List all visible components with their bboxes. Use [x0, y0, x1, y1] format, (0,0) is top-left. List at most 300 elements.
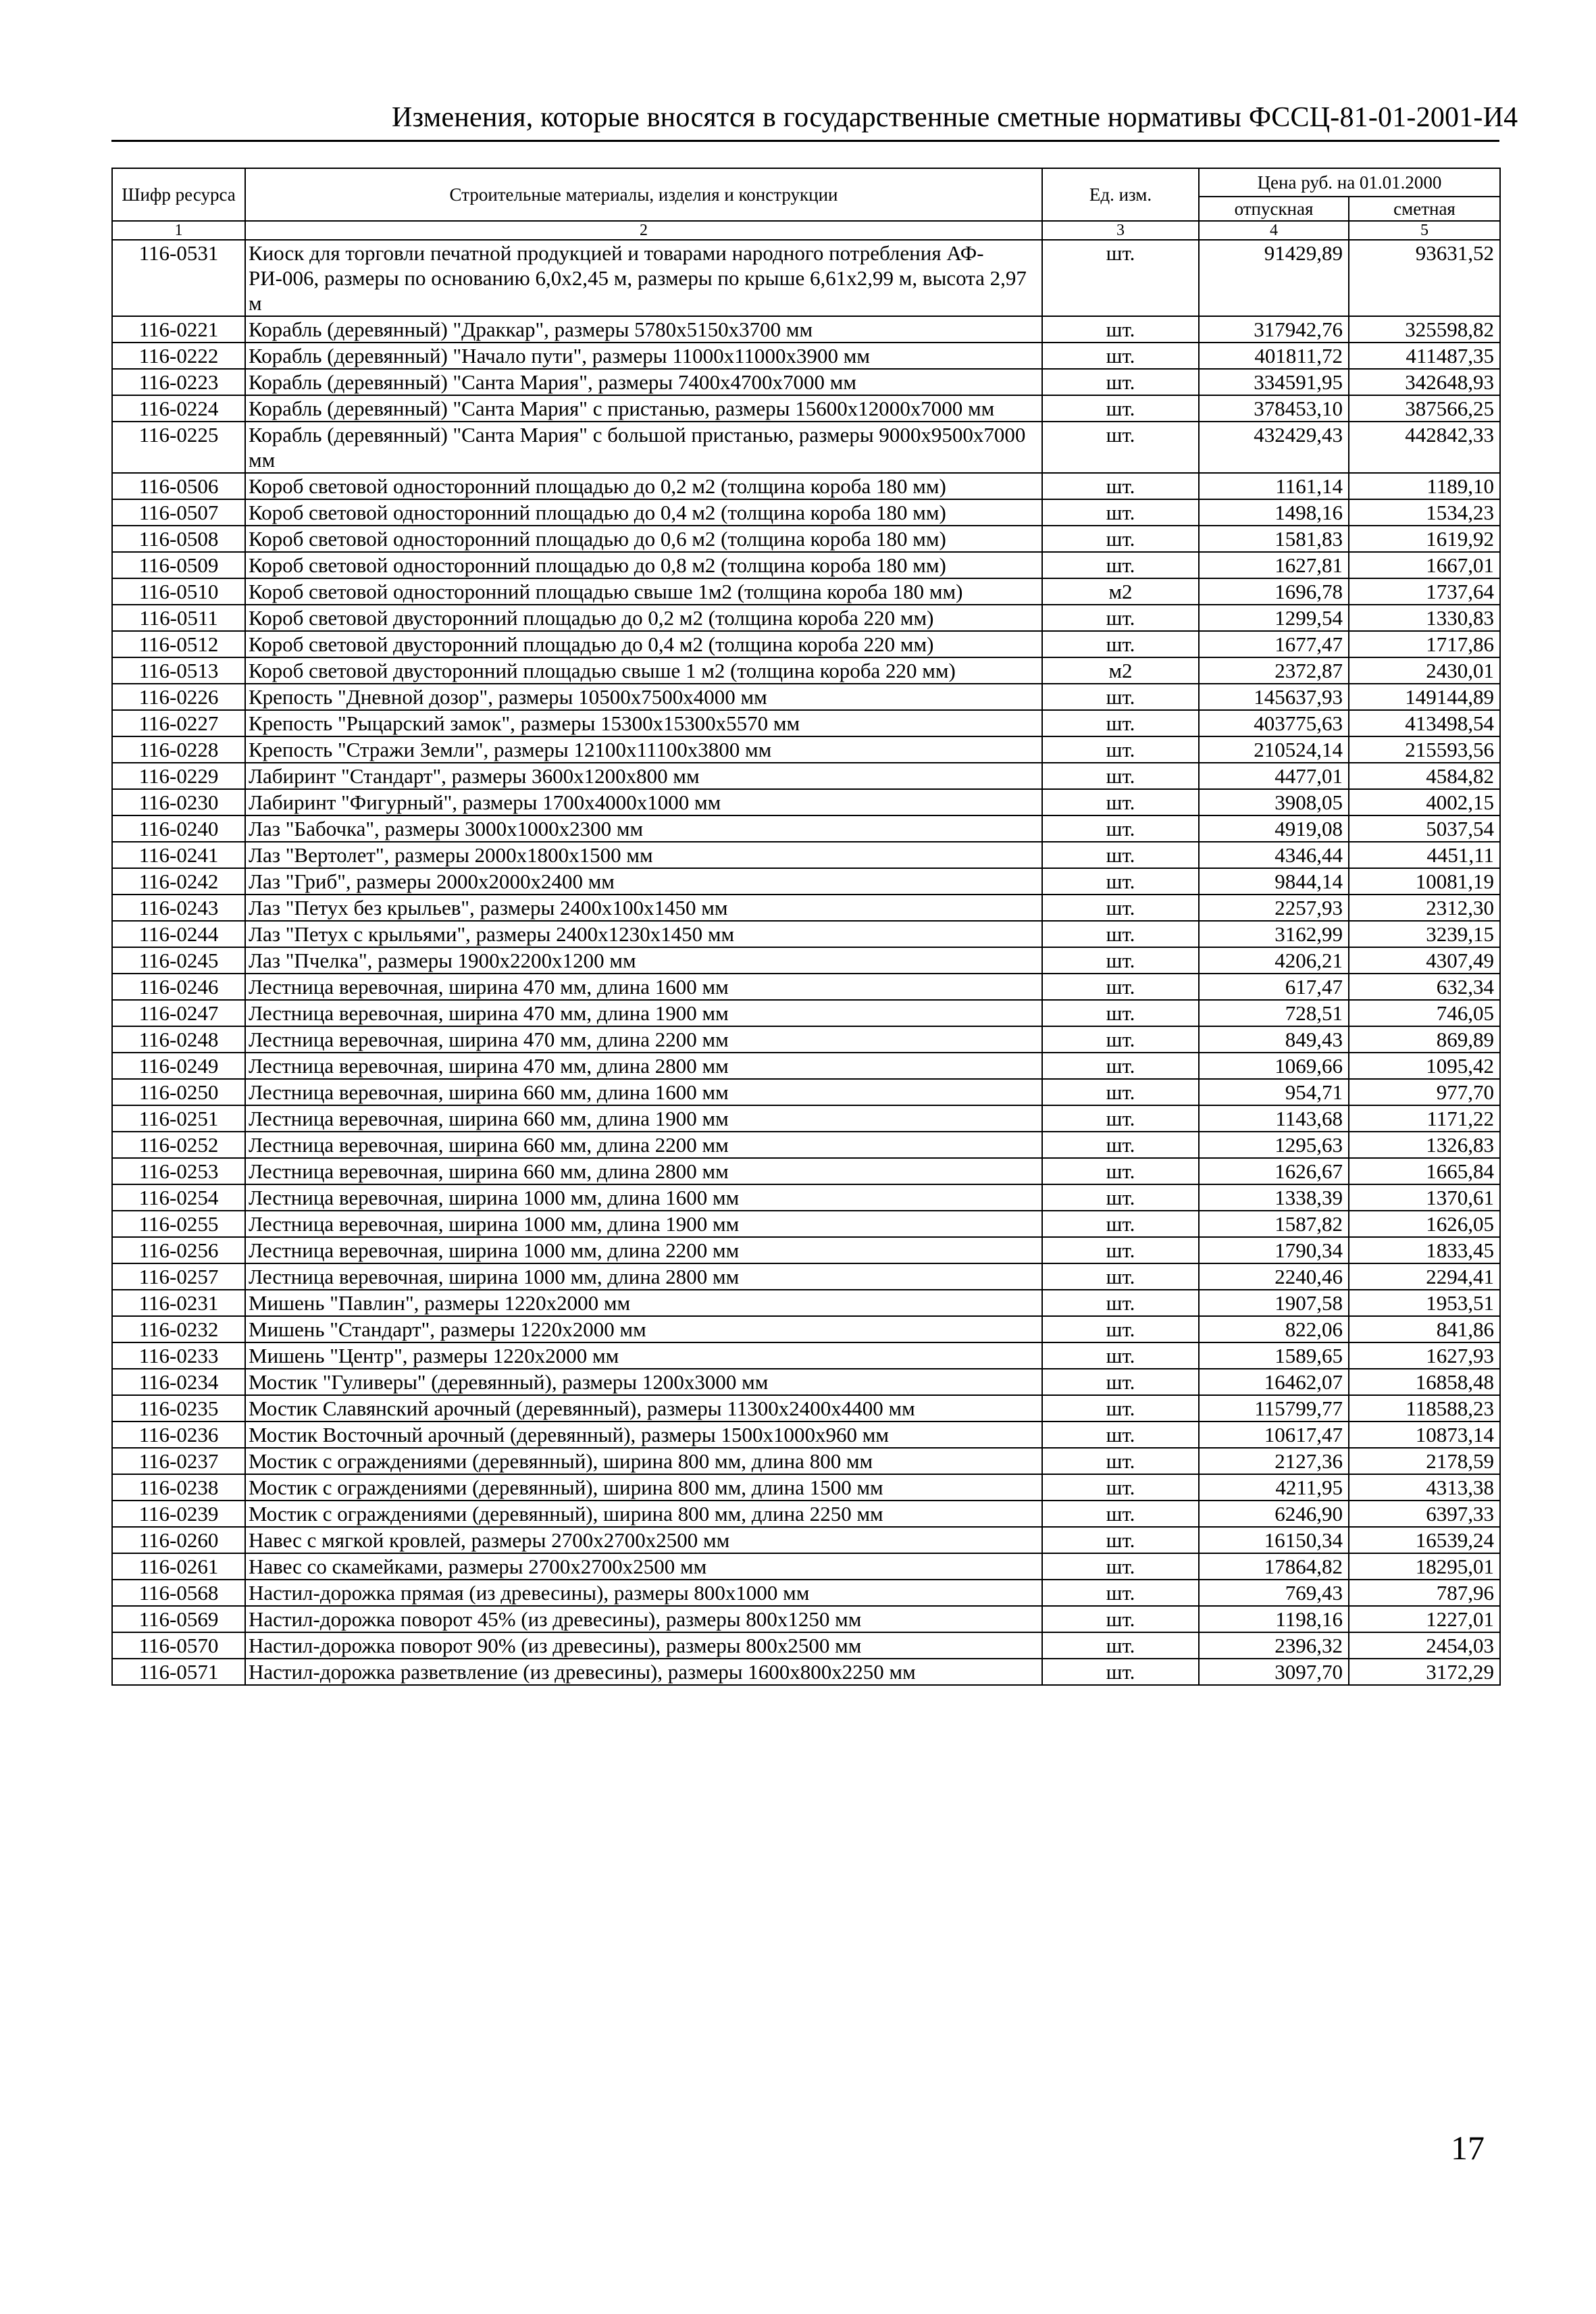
cell-unit: шт.: [1042, 921, 1199, 947]
cell-material-name: Киоск для торговли печатной продукцией и товарами народного потребления АФ-РИ-006, размеры по основанию 6,0х2,45 м, размеры по крыше 6,61х2,99 м, высота 2,97 м: [245, 240, 1042, 316]
cell-resource-code: 116-0231: [112, 1290, 245, 1316]
cell-resource-code: 116-0513: [112, 657, 245, 684]
cell-estimate-price: 413498,54: [1349, 710, 1500, 736]
page-number: 17: [1451, 2129, 1485, 2167]
cell-unit: шт.: [1042, 868, 1199, 895]
cell-estimate-price: 1717,86: [1349, 631, 1500, 657]
table-row: [112, 1211, 1500, 1237]
cell-material-name: Короб световой односторонний площадью до 0,2 м2 (толщина короба 180 мм): [245, 473, 1042, 499]
cell-material-name: Лабиринт "Фигурный", размеры 1700х4000х1000 мм: [245, 789, 1042, 815]
column-header-price-group: Цена руб. на 01.01.2000: [1199, 168, 1500, 197]
cell-release-price: 1907,58: [1199, 1290, 1349, 1316]
cell-unit: шт.: [1042, 1000, 1199, 1026]
cell-resource-code: 116-0246: [112, 974, 245, 1000]
table-row: [112, 1553, 1500, 1580]
cell-release-price: 1338,39: [1199, 1184, 1349, 1211]
table-row: [112, 657, 1500, 684]
cell-resource-code: 116-0506: [112, 473, 245, 499]
cell-release-price: 378453,10: [1199, 395, 1349, 422]
cell-estimate-price: 1370,61: [1349, 1184, 1500, 1211]
cell-material-name: Лестница веревочная, ширина 1000 мм, длина 2200 мм: [245, 1237, 1042, 1263]
table-row: [112, 395, 1500, 422]
cell-release-price: 2127,36: [1199, 1448, 1349, 1474]
cell-estimate-price: 746,05: [1349, 1000, 1500, 1026]
cell-material-name: Крепость "Стражи Земли", размеры 12100х11100х3800 мм: [245, 736, 1042, 763]
cell-resource-code: 116-0221: [112, 316, 245, 343]
cell-resource-code: 116-0507: [112, 499, 245, 526]
cell-estimate-price: 1626,05: [1349, 1211, 1500, 1237]
table-row: [112, 1184, 1500, 1211]
cell-estimate-price: 3239,15: [1349, 921, 1500, 947]
cell-estimate-price: 10081,19: [1349, 868, 1500, 895]
table-row: [112, 921, 1500, 947]
cell-release-price: 2240,46: [1199, 1263, 1349, 1290]
table-row: [112, 1527, 1500, 1553]
cell-estimate-price: 2294,41: [1349, 1263, 1500, 1290]
table-row: [112, 240, 1500, 316]
table-row: [112, 316, 1500, 343]
table-row: [112, 1079, 1500, 1105]
table-row: [112, 789, 1500, 815]
cell-estimate-price: 1330,83: [1349, 605, 1500, 631]
cell-release-price: 3162,99: [1199, 921, 1349, 947]
cell-release-price: 1627,81: [1199, 552, 1349, 578]
cell-material-name: Мостик с ограждениями (деревянный), ширина 800 мм, длина 800 мм: [245, 1448, 1042, 1474]
cell-estimate-price: 1326,83: [1349, 1132, 1500, 1158]
cell-resource-code: 116-0251: [112, 1105, 245, 1132]
cell-unit: шт.: [1042, 631, 1199, 657]
cell-release-price: 91429,89: [1199, 240, 1349, 316]
column-number: 4: [1199, 221, 1349, 240]
price-table-body: [112, 240, 1500, 1685]
cell-unit: шт.: [1042, 552, 1199, 578]
column-number-row: [112, 221, 1500, 240]
cell-release-price: 4211,95: [1199, 1474, 1349, 1501]
cell-estimate-price: 16858,48: [1349, 1369, 1500, 1395]
cell-material-name: Лаз "Петух без крыльев", размеры 2400х100х1450 мм: [245, 895, 1042, 921]
cell-estimate-price: 1227,01: [1349, 1606, 1500, 1632]
table-row: [112, 736, 1500, 763]
table-row: [112, 1369, 1500, 1395]
cell-release-price: 4919,08: [1199, 815, 1349, 842]
cell-material-name: Короб световой односторонний площадью свыше 1м2 (толщина короба 180 мм): [245, 578, 1042, 605]
column-header-code: Шифр ресурса: [112, 168, 245, 221]
cell-resource-code: 116-0234: [112, 1369, 245, 1395]
cell-unit: шт.: [1042, 369, 1199, 395]
cell-resource-code: 116-0511: [112, 605, 245, 631]
table-row: [112, 1290, 1500, 1316]
cell-release-price: 10617,47: [1199, 1422, 1349, 1448]
cell-estimate-price: 1534,23: [1349, 499, 1500, 526]
cell-estimate-price: 2454,03: [1349, 1632, 1500, 1659]
cell-estimate-price: 1171,22: [1349, 1105, 1500, 1132]
cell-release-price: 3097,70: [1199, 1659, 1349, 1685]
cell-estimate-price: 149144,89: [1349, 684, 1500, 710]
cell-estimate-price: 4307,49: [1349, 947, 1500, 974]
cell-release-price: 17864,82: [1199, 1553, 1349, 1580]
cell-resource-code: 116-0244: [112, 921, 245, 947]
cell-release-price: 4477,01: [1199, 763, 1349, 789]
cell-unit: шт.: [1042, 526, 1199, 552]
cell-unit: шт.: [1042, 1053, 1199, 1079]
cell-unit: шт.: [1042, 1316, 1199, 1342]
cell-resource-code: 116-0255: [112, 1211, 245, 1237]
cell-unit: шт.: [1042, 473, 1199, 499]
cell-resource-code: 116-0229: [112, 763, 245, 789]
cell-resource-code: 116-0233: [112, 1342, 245, 1369]
cell-material-name: Короб световой односторонний площадью до 0,8 м2 (толщина короба 180 мм): [245, 552, 1042, 578]
cell-estimate-price: 1953,51: [1349, 1290, 1500, 1316]
cell-release-price: 210524,14: [1199, 736, 1349, 763]
cell-release-price: 954,71: [1199, 1079, 1349, 1105]
cell-unit: шт.: [1042, 1184, 1199, 1211]
cell-release-price: 1069,66: [1199, 1053, 1349, 1079]
cell-release-price: 115799,77: [1199, 1395, 1349, 1422]
cell-material-name: Навес с мягкой кровлей, размеры 2700х2700х2500 мм: [245, 1527, 1042, 1553]
cell-release-price: 6246,90: [1199, 1501, 1349, 1527]
cell-resource-code: 116-0239: [112, 1501, 245, 1527]
cell-material-name: Настил-дорожка поворот 90% (из древесины), размеры 800х2500 мм: [245, 1632, 1042, 1659]
cell-unit: шт.: [1042, 736, 1199, 763]
table-row: [112, 578, 1500, 605]
cell-release-price: 1581,83: [1199, 526, 1349, 552]
cell-release-price: 432429,43: [1199, 422, 1349, 473]
table-row: [112, 1580, 1500, 1606]
cell-resource-code: 116-0254: [112, 1184, 245, 1211]
cell-release-price: 1198,16: [1199, 1606, 1349, 1632]
cell-resource-code: 116-0248: [112, 1026, 245, 1053]
cell-unit: шт.: [1042, 1079, 1199, 1105]
table-row: [112, 868, 1500, 895]
cell-release-price: 1587,82: [1199, 1211, 1349, 1237]
cell-resource-code: 116-0253: [112, 1158, 245, 1184]
cell-resource-code: 116-0568: [112, 1580, 245, 1606]
cell-material-name: Корабль (деревянный) "Санта Мария", размеры 7400х4700х7000 мм: [245, 369, 1042, 395]
cell-estimate-price: 2178,59: [1349, 1448, 1500, 1474]
cell-unit: шт.: [1042, 605, 1199, 631]
cell-estimate-price: 387566,25: [1349, 395, 1500, 422]
cell-unit: шт.: [1042, 1342, 1199, 1369]
cell-unit: шт.: [1042, 974, 1199, 1000]
cell-material-name: Лаз "Вертолет", размеры 2000х1800х1500 мм: [245, 842, 1042, 868]
cell-release-price: 16150,34: [1199, 1527, 1349, 1553]
cell-material-name: Лестница веревочная, ширина 660 мм, длина 2200 мм: [245, 1132, 1042, 1158]
cell-estimate-price: 10873,14: [1349, 1422, 1500, 1448]
cell-unit: шт.: [1042, 1158, 1199, 1184]
cell-estimate-price: 442842,33: [1349, 422, 1500, 473]
cell-resource-code: 116-0235: [112, 1395, 245, 1422]
cell-release-price: 1790,34: [1199, 1237, 1349, 1263]
cell-release-price: 1295,63: [1199, 1132, 1349, 1158]
cell-release-price: 3908,05: [1199, 789, 1349, 815]
cell-release-price: 728,51: [1199, 1000, 1349, 1026]
cell-estimate-price: 342648,93: [1349, 369, 1500, 395]
cell-unit: шт.: [1042, 1580, 1199, 1606]
cell-estimate-price: 841,86: [1349, 1316, 1500, 1342]
cell-unit: шт.: [1042, 789, 1199, 815]
cell-estimate-price: 1627,93: [1349, 1342, 1500, 1369]
cell-release-price: 4206,21: [1199, 947, 1349, 974]
cell-material-name: Короб световой двусторонний площадью до 0,4 м2 (толщина короба 220 мм): [245, 631, 1042, 657]
cell-estimate-price: 4451,11: [1349, 842, 1500, 868]
cell-release-price: 849,43: [1199, 1026, 1349, 1053]
column-header-release-price: отпускная: [1199, 197, 1349, 221]
cell-estimate-price: 869,89: [1349, 1026, 1500, 1053]
table-row: [112, 1158, 1500, 1184]
cell-estimate-price: 4313,38: [1349, 1474, 1500, 1501]
cell-estimate-price: 18295,01: [1349, 1553, 1500, 1580]
cell-resource-code: 116-0223: [112, 369, 245, 395]
cell-release-price: 769,43: [1199, 1580, 1349, 1606]
cell-unit: шт.: [1042, 1553, 1199, 1580]
cell-release-price: 145637,93: [1199, 684, 1349, 710]
cell-release-price: 1498,16: [1199, 499, 1349, 526]
cell-unit: шт.: [1042, 1132, 1199, 1158]
cell-resource-code: 116-0510: [112, 578, 245, 605]
cell-resource-code: 116-0512: [112, 631, 245, 657]
cell-resource-code: 116-0227: [112, 710, 245, 736]
table-row: [112, 499, 1500, 526]
cell-resource-code: 116-0570: [112, 1632, 245, 1659]
cell-release-price: 822,06: [1199, 1316, 1349, 1342]
cell-resource-code: 116-0238: [112, 1474, 245, 1501]
cell-material-name: Крепость "Дневной дозор", размеры 10500х7500х4000 мм: [245, 684, 1042, 710]
header-rule: [111, 140, 1499, 142]
cell-estimate-price: 1667,01: [1349, 552, 1500, 578]
table-row: [112, 1132, 1500, 1158]
cell-unit: шт.: [1042, 1632, 1199, 1659]
cell-release-price: 2257,93: [1199, 895, 1349, 921]
cell-resource-code: 116-0508: [112, 526, 245, 552]
cell-resource-code: 116-0226: [112, 684, 245, 710]
cell-material-name: Лестница веревочная, ширина 470 мм, длина 1900 мм: [245, 1000, 1042, 1026]
cell-unit: шт.: [1042, 947, 1199, 974]
cell-unit: шт.: [1042, 1501, 1199, 1527]
cell-estimate-price: 1095,42: [1349, 1053, 1500, 1079]
column-number: 2: [245, 221, 1042, 240]
cell-resource-code: 116-0242: [112, 868, 245, 895]
cell-unit: шт.: [1042, 343, 1199, 369]
column-header-unit: Ед. изм.: [1042, 168, 1199, 221]
table-row: [112, 1237, 1500, 1263]
cell-estimate-price: 5037,54: [1349, 815, 1500, 842]
table-row: [112, 1342, 1500, 1369]
price-table-head: [112, 168, 1500, 240]
cell-material-name: Крепость "Рыцарский замок", размеры 15300х15300х5570 мм: [245, 710, 1042, 736]
cell-unit: шт.: [1042, 1369, 1199, 1395]
cell-estimate-price: 16539,24: [1349, 1527, 1500, 1553]
table-row: [112, 974, 1500, 1000]
table-row: [112, 1422, 1500, 1448]
table-row: [112, 710, 1500, 736]
cell-material-name: Корабль (деревянный) "Начало пути", размеры 11000х11000х3900 мм: [245, 343, 1042, 369]
table-row: [112, 763, 1500, 789]
table-row: [112, 684, 1500, 710]
cell-estimate-price: 1833,45: [1349, 1237, 1500, 1263]
table-row: [112, 1316, 1500, 1342]
cell-release-price: 617,47: [1199, 974, 1349, 1000]
cell-unit: шт.: [1042, 240, 1199, 316]
cell-resource-code: 116-0245: [112, 947, 245, 974]
cell-unit: шт.: [1042, 763, 1199, 789]
cell-release-price: 317942,76: [1199, 316, 1349, 343]
table-row: [112, 526, 1500, 552]
cell-material-name: Мостик "Гуливеры" (деревянный), размеры 1200х3000 мм: [245, 1369, 1042, 1395]
cell-estimate-price: 3172,29: [1349, 1659, 1500, 1685]
cell-resource-code: 116-0228: [112, 736, 245, 763]
cell-release-price: 1626,67: [1199, 1158, 1349, 1184]
cell-material-name: Настил-дорожка разветвление (из древесины), размеры 1600х800х2250 мм: [245, 1659, 1042, 1685]
cell-resource-code: 116-0257: [112, 1263, 245, 1290]
column-header-estimate-price: сметная: [1349, 197, 1500, 221]
cell-resource-code: 116-0243: [112, 895, 245, 921]
cell-unit: шт.: [1042, 684, 1199, 710]
cell-material-name: Лестница веревочная, ширина 1000 мм, длина 1900 мм: [245, 1211, 1042, 1237]
cell-material-name: Лестница веревочная, ширина 1000 мм, длина 1600 мм: [245, 1184, 1042, 1211]
cell-material-name: Лабиринт "Стандарт", размеры 3600х1200х800 мм: [245, 763, 1042, 789]
cell-release-price: 1299,54: [1199, 605, 1349, 631]
cell-resource-code: 116-0232: [112, 1316, 245, 1342]
cell-material-name: Лестница веревочная, ширина 660 мм, длина 2800 мм: [245, 1158, 1042, 1184]
cell-material-name: Лаз "Бабочка", размеры 3000х1000х2300 мм: [245, 815, 1042, 842]
cell-unit: шт.: [1042, 1026, 1199, 1053]
table-row: [112, 1000, 1500, 1026]
cell-estimate-price: 6397,33: [1349, 1501, 1500, 1527]
cell-material-name: Короб световой односторонний площадью до 0,6 м2 (толщина короба 180 мм): [245, 526, 1042, 552]
cell-material-name: Мостик с ограждениями (деревянный), ширина 800 мм, длина 2250 мм: [245, 1501, 1042, 1527]
cell-unit: шт.: [1042, 1395, 1199, 1422]
table-row: [112, 1448, 1500, 1474]
cell-material-name: Мостик Восточный арочный (деревянный), размеры 1500х1000х960 мм: [245, 1422, 1042, 1448]
cell-release-price: 1589,65: [1199, 1342, 1349, 1369]
cell-resource-code: 116-0225: [112, 422, 245, 473]
cell-estimate-price: 118588,23: [1349, 1395, 1500, 1422]
table-row: [112, 1632, 1500, 1659]
cell-estimate-price: 4002,15: [1349, 789, 1500, 815]
cell-unit: шт.: [1042, 1527, 1199, 1553]
cell-material-name: Лестница веревочная, ширина 1000 мм, длина 2800 мм: [245, 1263, 1042, 1290]
cell-material-name: Лаз "Петух с крыльями", размеры 2400х1230х1450 мм: [245, 921, 1042, 947]
cell-estimate-price: 325598,82: [1349, 316, 1500, 343]
cell-release-price: 1161,14: [1199, 473, 1349, 499]
cell-resource-code: 116-0531: [112, 240, 245, 316]
cell-material-name: Мостик Славянский арочный (деревянный), размеры 11300х2400х4400 мм: [245, 1395, 1042, 1422]
column-header-name: Строительные материалы, изделия и конструкции: [245, 168, 1042, 221]
cell-resource-code: 116-0250: [112, 1079, 245, 1105]
cell-unit: шт.: [1042, 895, 1199, 921]
cell-material-name: Лестница веревочная, ширина 660 мм, длина 1900 мм: [245, 1105, 1042, 1132]
cell-release-price: 16462,07: [1199, 1369, 1349, 1395]
table-row: [112, 1501, 1500, 1527]
cell-estimate-price: 1189,10: [1349, 473, 1500, 499]
column-number: 5: [1349, 221, 1500, 240]
table-row: [112, 631, 1500, 657]
cell-estimate-price: 2430,01: [1349, 657, 1500, 684]
cell-material-name: Лаз "Пчелка", размеры 1900х2200х1200 мм: [245, 947, 1042, 974]
cell-release-price: 1143,68: [1199, 1105, 1349, 1132]
cell-release-price: 4346,44: [1199, 842, 1349, 868]
table-row: [112, 815, 1500, 842]
cell-material-name: Лестница веревочная, ширина 470 мм, длина 1600 мм: [245, 974, 1042, 1000]
cell-resource-code: 116-0261: [112, 1553, 245, 1580]
price-table: [111, 168, 1501, 1686]
cell-resource-code: 116-0249: [112, 1053, 245, 1079]
table-row: [112, 473, 1500, 499]
cell-material-name: Короб световой односторонний площадью до 0,4 м2 (толщина короба 180 мм): [245, 499, 1042, 526]
cell-release-price: 2372,87: [1199, 657, 1349, 684]
cell-material-name: Мостик с ограждениями (деревянный), ширина 800 мм, длина 1500 мм: [245, 1474, 1042, 1501]
table-row: [112, 895, 1500, 921]
cell-material-name: Мишень "Центр", размеры 1220х2000 мм: [245, 1342, 1042, 1369]
cell-unit: шт.: [1042, 422, 1199, 473]
cell-material-name: Лаз "Гриб", размеры 2000х2000х2400 мм: [245, 868, 1042, 895]
cell-resource-code: 116-0224: [112, 395, 245, 422]
cell-unit: шт.: [1042, 1474, 1199, 1501]
cell-material-name: Настил-дорожка поворот 45% (из древесины), размеры 800х1250 мм: [245, 1606, 1042, 1632]
cell-material-name: Корабль (деревянный) "Санта Мария" с большой пристанью, размеры 9000х9500х7000 мм: [245, 422, 1042, 473]
cell-unit: шт.: [1042, 1263, 1199, 1290]
column-number: 3: [1042, 221, 1199, 240]
cell-release-price: 403775,63: [1199, 710, 1349, 736]
table-row: [112, 369, 1500, 395]
cell-material-name: Короб световой двусторонний площадью свыше 1 м2 (толщина короба 220 мм): [245, 657, 1042, 684]
cell-unit: шт.: [1042, 499, 1199, 526]
cell-material-name: Настил-дорожка прямая (из древесины), размеры 800х1000 мм: [245, 1580, 1042, 1606]
cell-resource-code: 116-0260: [112, 1527, 245, 1553]
cell-estimate-price: 215593,56: [1349, 736, 1500, 763]
cell-material-name: Лестница веревочная, ширина 660 мм, длина 1600 мм: [245, 1079, 1042, 1105]
table-row: [112, 1263, 1500, 1290]
cell-resource-code: 116-0240: [112, 815, 245, 842]
cell-estimate-price: 4584,82: [1349, 763, 1500, 789]
cell-estimate-price: 632,34: [1349, 974, 1500, 1000]
cell-unit: шт.: [1042, 1105, 1199, 1132]
table-row: [112, 1105, 1500, 1132]
cell-release-price: 1696,78: [1199, 578, 1349, 605]
table-row: [112, 1395, 1500, 1422]
cell-material-name: Лестница веревочная, ширина 470 мм, длина 2200 мм: [245, 1026, 1042, 1053]
cell-unit: шт.: [1042, 815, 1199, 842]
table-row: [112, 343, 1500, 369]
cell-resource-code: 116-0241: [112, 842, 245, 868]
cell-material-name: Короб световой двусторонний площадью до 0,2 м2 (толщина короба 220 мм): [245, 605, 1042, 631]
cell-unit: шт.: [1042, 1659, 1199, 1685]
cell-unit: шт.: [1042, 1448, 1199, 1474]
cell-release-price: 401811,72: [1199, 343, 1349, 369]
cell-resource-code: 116-0256: [112, 1237, 245, 1263]
cell-resource-code: 116-0569: [112, 1606, 245, 1632]
cell-material-name: Корабль (деревянный) "Драккар", размеры 5780х5150х3700 мм: [245, 316, 1042, 343]
cell-unit: шт.: [1042, 710, 1199, 736]
cell-release-price: 334591,95: [1199, 369, 1349, 395]
cell-resource-code: 116-0236: [112, 1422, 245, 1448]
cell-material-name: Лестница веревочная, ширина 470 мм, длина 2800 мм: [245, 1053, 1042, 1079]
column-number: 1: [112, 221, 245, 240]
cell-estimate-price: 93631,52: [1349, 240, 1500, 316]
table-row: [112, 947, 1500, 974]
table-row: [112, 605, 1500, 631]
table-row: [112, 1474, 1500, 1501]
cell-unit: шт.: [1042, 1422, 1199, 1448]
cell-unit: шт.: [1042, 1211, 1199, 1237]
table-row: [112, 842, 1500, 868]
table-row: [112, 422, 1500, 473]
cell-resource-code: 116-0571: [112, 1659, 245, 1685]
cell-estimate-price: 1737,64: [1349, 578, 1500, 605]
table-row: [112, 1606, 1500, 1632]
cell-unit: шт.: [1042, 842, 1199, 868]
cell-estimate-price: 977,70: [1349, 1079, 1500, 1105]
